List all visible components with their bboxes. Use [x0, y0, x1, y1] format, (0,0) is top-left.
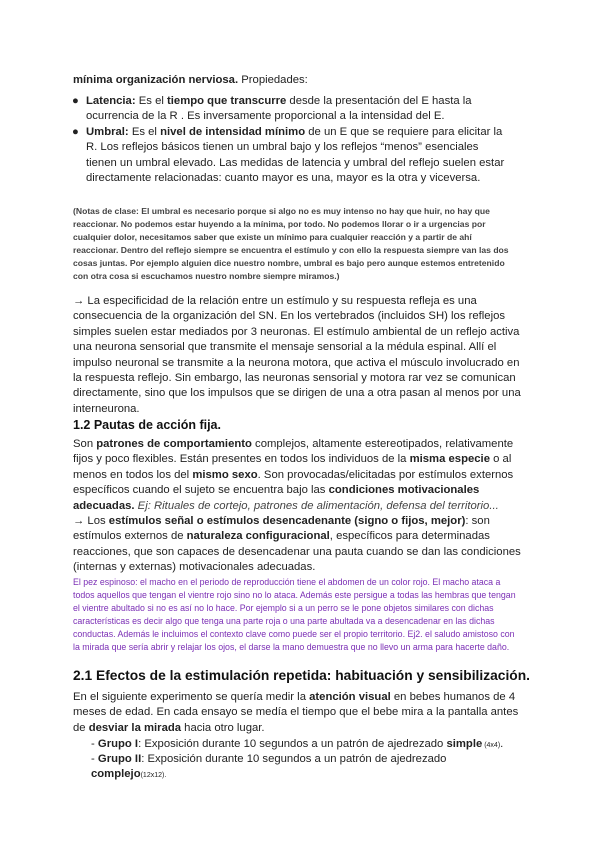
group-1-item: - Grupo I: Exposición durante 10 segundos a un patrón de ajedrezado simple (4x4).: [91, 738, 504, 750]
senal-a: → Los: [73, 515, 109, 527]
group-1-text: : Exposición durante 10 segundos a un patrón de ajedrezado: [138, 738, 447, 750]
group-1-end: .: [500, 738, 504, 750]
group-1-small: (4x4): [482, 742, 501, 749]
class-notes: (Notas de clase: El umbral es necesario porque si algo no es muy intenso no hay que huir, no hay que reaccionar. No podemos estar huyendo a la mínima, por todo. No podemos llorar o ir a urgencias por cualquier dolor, necesitamos saber que existe un mínimo para cualquier reacción y a partir de ahí reaccionar. Dentro del reflejo siempre se encuentra el estímulo y con ello la respuesta siempre van las dos cosas juntas. Por ejemplo alguien dice nuestro nombre, umbral es bajo pero aunque estemos entretenido con otra cosa si escuchamos nuestro nombre siempre miramos.): [73, 206, 509, 281]
senal-d: , específicos para determinadas reacciones, que son capaces de desencadenar una pauta cuando se dan las condiciones (internas y externas) motivacionales adecuadas.: [73, 530, 521, 574]
exp-a: En el siguiente experimento se quería medir la: [73, 691, 310, 703]
intro-bold: mínima organización nerviosa.: [73, 74, 239, 86]
pautas-b1: patrones de comportamiento: [96, 438, 252, 450]
exp-b1: atención visual: [309, 691, 391, 703]
pautas-b2: misma especie: [409, 453, 490, 466]
section-2-1-heading: 2.1 Efectos de la estimulación repetida: habituación y sensibilización.: [73, 668, 530, 683]
purple-notes: El pez espinoso: el macho en el periodo de reproducción tiene el abdomen de un color rojo. El macho ataca a todos aquellos que tengan el vientre rojo sino no lo ataca. Además este persigue a todas las hembras que tengan el vientre abultado si no es así no lo hace. Por ejemplo si a un perro se le pone objetos similares con dichas características es decir algo que tenga una parte roja o una parte abultada va a desencadenar en las dichas conductas. Además le incluimos el contexto clave como puede ser el propio territorio. Ej2. el saludo amistoso con la mirada que sería abrir y relajar los ojos, el darse la mano demuestra que no llevo un arma para hacerte daño.: [73, 577, 516, 652]
group-2-item: - Grupo II: Exposición durante 10 segundos a un patrón de ajedrezado complejo(12x12).: [91, 753, 447, 781]
group-2-bold: complejo: [91, 768, 141, 781]
estimulos-senal-paragraph: [73, 514, 528, 576]
pautas-paragraph: [73, 437, 528, 514]
section-1-2-heading: 1.2 Pautas de acción fija.: [73, 418, 221, 432]
bullet-dot: ●: [72, 95, 79, 107]
pautas-a: Son: [73, 438, 97, 450]
pautas-b4: condiciones motivacionales adecuadas.: [73, 484, 480, 512]
bullet-latencia: [72, 94, 506, 125]
group-1-bold: simple: [446, 738, 483, 750]
group-2-small: (12x12).: [140, 772, 167, 780]
pautas-b3: mismo sexo: [192, 468, 258, 481]
intro-rest: Propiedades:: [238, 74, 308, 86]
latencia-term: Latencia:: [86, 95, 136, 107]
bullet-umbral: [72, 125, 506, 187]
group-2-label: Grupo II: [97, 753, 142, 765]
umbral-bold: nivel de intensidad mínimo: [160, 126, 306, 138]
exp-d: hacia otro lugar.: [181, 721, 265, 734]
exp-c: en bebes humanos de 4 meses de edad. En cada ensayo se medía el tiempo que el bebe mira a la pantalla antes de: [73, 691, 519, 734]
senal-b2: naturaleza configuracional: [186, 530, 330, 543]
pautas-e: . Son provocadas/elicitadas por estímulos externos específicos cuando el sujeto se encuentra bajo las: [73, 468, 514, 497]
especificidad-paragraph: → La especificidad de la relación entre un estímulo y su respuesta refleja es una consecuencia de la organización del SN. En los vertebrados (incluidos SH) los reflejos simples suelen estar mediados por 3 neuronas. El estímulo ambiental de un reflejo activa una neurona sensorial que transmite el mensaje sensorial a la médula espinal. Allí el impulso neuronal se transmite a la neurona motora, que activa el músculo involucrado en la respuesta reflejo. Sin embargo, las neuronas sensorial y motora rar vez se comunican directamente, sino que los impulsos que se dirigen de una a otra pasan al menos por una interneurona.: [73, 295, 521, 415]
umbral-term: Umbral:: [86, 126, 129, 138]
pautas-c: complejos, altamente estereotipados, relativamente fijos y poco flexibles. Están presentes en todos los individuos de la: [73, 438, 514, 466]
group-2-text: : Exposición durante 10 segundos a un patrón de ajedrezado: [141, 753, 447, 765]
umbral-t1: Es el: [128, 126, 161, 138]
exp-b2: desviar la mirada: [88, 721, 182, 734]
latencia-t2: desde la presentación del E hasta la ocurrencia de la R . Es inversamente proporcional a la intensidad del E.: [86, 95, 472, 123]
senal-c: : son estímulos externos de: [73, 515, 490, 543]
umbral-t2: de un E que se requiere para elicitar la R. Los reflejos básicos tienen un umbral bajo y los reflejos “menos” esenciales tienen un umbral elevado. Las medidas de latencia y umbral del reflejo suelen estar directamente relacionadas: cuanto mayor es una, mayor es la otra y viceversa.: [86, 126, 505, 185]
experiment-paragraph: [73, 690, 528, 736]
latencia-bold: tiempo que transcurre: [167, 95, 287, 107]
group-1-label: Grupo I: [97, 738, 139, 750]
senal-b1: estímulos señal o estímulos desencadenante (signo o fijos, mejor): [108, 515, 466, 527]
latencia-t1: Es el: [135, 95, 168, 107]
pautas-example: Ej: Rituales de cortejo, patrones de alimentación, defensa del territorio...: [134, 499, 499, 512]
intro-line: [73, 73, 528, 88]
pautas-d: o al menos en todos los del: [73, 453, 512, 481]
bullet-dot: ●: [72, 126, 79, 138]
